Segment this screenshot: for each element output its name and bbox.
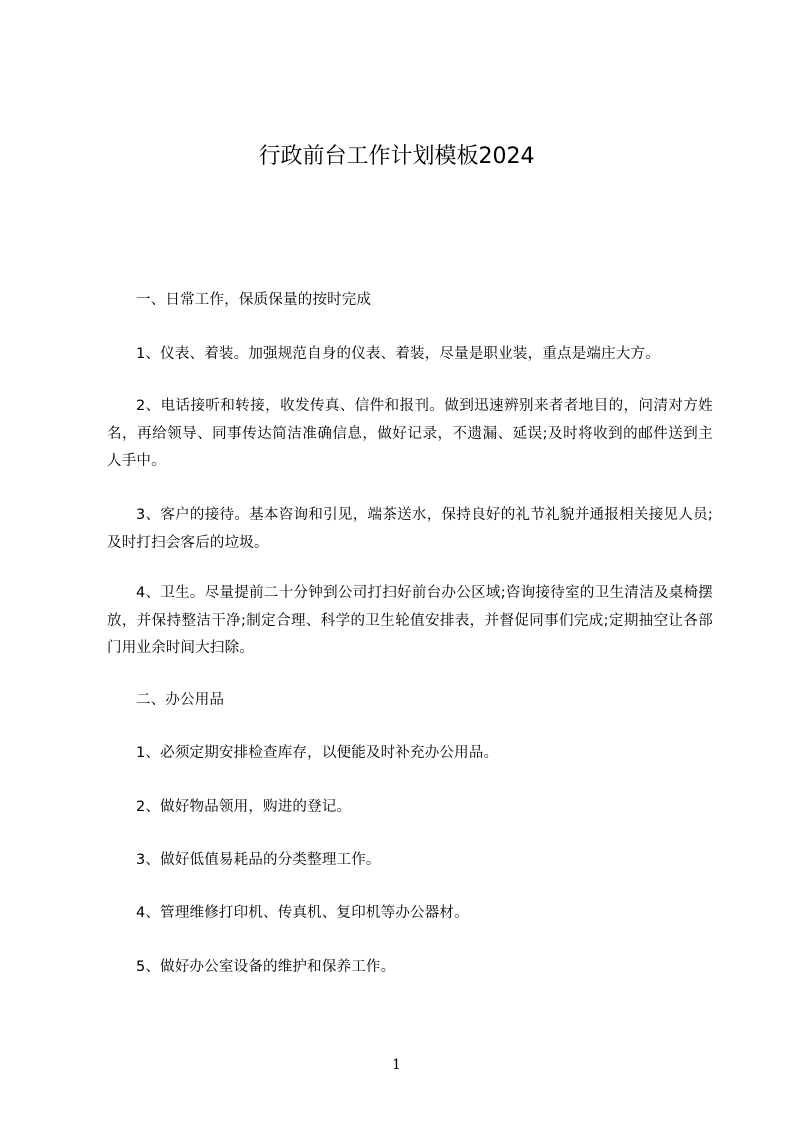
paragraph-consumables: 3、做好低值易耗品的分类整理工作。: [136, 852, 381, 868]
paragraph-inventory: 1、必须定期安排检查库存，以便能及时补充办公用品。: [136, 745, 499, 761]
paragraph-equipment-repair: 4、管理维修打印机、传真机、复印机等办公器材。: [136, 905, 469, 921]
paragraph-phone-handling: 2、电话接听和转接，收发传真、信件和报刊。做到迅速辨别来者者地目的，问清对方姓名，再给领导、同事传达简洁准确信息，做好记录，不遗漏、延误;及时将收到的邮件送到主人手中。: [107, 398, 713, 469]
paragraph-equipment-maintenance: 5、做好办公室设备的维护和保养工作。: [136, 959, 396, 975]
page-number: 1: [392, 1057, 401, 1073]
paragraph-appearance: 1、仪表、着装。加强规范自身的仪表、着装，尽量是职业装，重点是端庄大方。: [136, 346, 660, 362]
section-heading-office-supplies: 二、办公用品: [136, 692, 225, 708]
paragraph-reception: 3、客户的接待。基本咨询和引见，端茶送水，保持良好的礼节礼貌并通报相关接见人员;及时打扫会客后的垃圾。: [107, 507, 713, 551]
document-title: 行政前台工作计划模板2024: [258, 144, 535, 169]
paragraph-registration: 2、做好物品领用，购进的登记。: [136, 799, 352, 815]
paragraph-hygiene: 4、卫生。尽量提前二十分钟到公司打扫好前台办公区域;咨询接待室的卫生清洁及桌椅摆放，并保持整洁干净;制定合理、科学的卫生轮值安排表，并督促同事们完成;定期抽空让各部门用业余时间大扫除。: [107, 585, 713, 656]
section-heading-daily-work: 一、日常工作，保质保量的按时完成: [136, 292, 372, 308]
